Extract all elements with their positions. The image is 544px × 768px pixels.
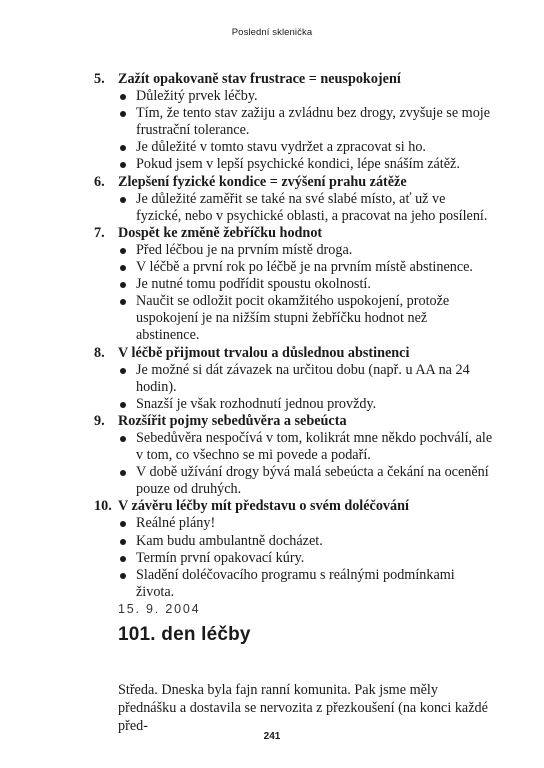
bullet-list — [94, 242, 494, 345]
bullet-item: Reálné plány! — [118, 515, 494, 532]
item-title: V léčbě přijmout trvalou a důslednou abstinenci — [118, 344, 410, 361]
item-heading — [94, 498, 494, 515]
bullet-item: Před léčbou je na prvním místě droga. — [118, 242, 494, 259]
list-item-6 — [94, 174, 494, 225]
item-title: V závěru léčby mít představu o svém doléčování — [118, 498, 409, 515]
numbered-list — [94, 71, 494, 601]
entry-date: 15. 9. 2004 — [118, 602, 201, 616]
item-title: Dospět ke změně žebříčku hodnot — [118, 224, 323, 241]
bullet-item: Termín první opakovací kúry. — [118, 550, 494, 567]
item-heading — [94, 345, 494, 362]
list-item-7 — [94, 225, 494, 345]
running-head: Poslední sklenička — [231, 27, 313, 38]
item-heading — [94, 413, 494, 430]
item-heading — [94, 225, 494, 242]
item-number: 8. — [94, 344, 105, 361]
bullet-item: Tím, že tento stav zažiju a zvládnu bez drogy, zvyšuje se moje frustrační tolerance. — [118, 105, 494, 139]
bullet-item: Je důležité zaměřit se také na své slabé místo, ať už ve fyzické, nebo v psychické oblasti, a pracovat na jeho posílení. — [118, 191, 494, 225]
item-number: 10. — [94, 498, 112, 515]
item-title: Zažít opakovaně stav frustrace = neuspokojení — [118, 71, 401, 87]
item-number: 9. — [94, 412, 105, 429]
list-item-9 — [94, 413, 494, 498]
list-item-5 — [94, 71, 494, 174]
bullet-item: Je možné si dát závazek na určitou dobu (např. u AA na 24 hodin). — [118, 362, 494, 396]
item-heading — [94, 71, 494, 88]
bullet-list — [94, 430, 494, 498]
bullet-list — [94, 515, 494, 600]
item-title: Rozšířit pojmy sebedůvěra a sebeúcta — [118, 412, 347, 429]
bullet-item: Snazší je však rozhodnutí jednou provždy. — [118, 396, 494, 413]
bullet-item: Důležitý prvek léčby. — [118, 88, 494, 105]
page-number: 241 — [263, 731, 281, 742]
bullet-item: Kam budu ambulantně docházet. — [118, 533, 494, 550]
bullet-item: Sladění doléčovacího programu s reálnými podmínkami života. — [118, 567, 494, 601]
bullet-item: Je důležité v tomto stavu vydržet a zpracovat si ho. — [118, 139, 494, 156]
bullet-list — [94, 362, 494, 413]
bullet-item: Pokud jsem v lepší psychické kondici, lépe snáším zátěž. — [118, 156, 494, 173]
list-item-10 — [94, 498, 494, 601]
bullet-item: V době užívání drogy bývá malá sebeúcta a čekání na ocenění pouze od druhých. — [118, 464, 494, 498]
body-paragraph: Středa. Dneska byla fajn ranní komunita. Pak jsme měly přednášku a dostavila se nervozita z přezkoušení (na konci každé před- — [118, 682, 488, 735]
bullet-list — [94, 88, 494, 173]
item-number: 5. — [94, 71, 105, 87]
bullet-item: Naučit se odložit pocit okamžitého uspokojení, protože uspokojení je na nižším stupni žebříčku hodnot než abstinence. — [118, 293, 494, 344]
bullet-item: Je nutné tomu podřídit spoustu okolností. — [118, 276, 494, 293]
item-number: 6. — [94, 173, 105, 190]
chapter-title: 101. den léčby — [118, 624, 251, 645]
list-item-8 — [94, 345, 494, 413]
bullet-item: Sebedůvěra nespočívá v tom, kolikrát mne někdo pochválí, ale v tom, co všechno se mi povede a podaří. — [118, 430, 494, 464]
item-title: Zlepšení fyzické kondice = zvýšení prahu zátěže — [118, 173, 407, 190]
bullet-list — [94, 191, 494, 225]
bullet-item: V léčbě a první rok po léčbě je na prvním místě abstinence. — [118, 259, 494, 276]
item-number: 7. — [94, 224, 105, 241]
item-heading — [94, 174, 494, 191]
